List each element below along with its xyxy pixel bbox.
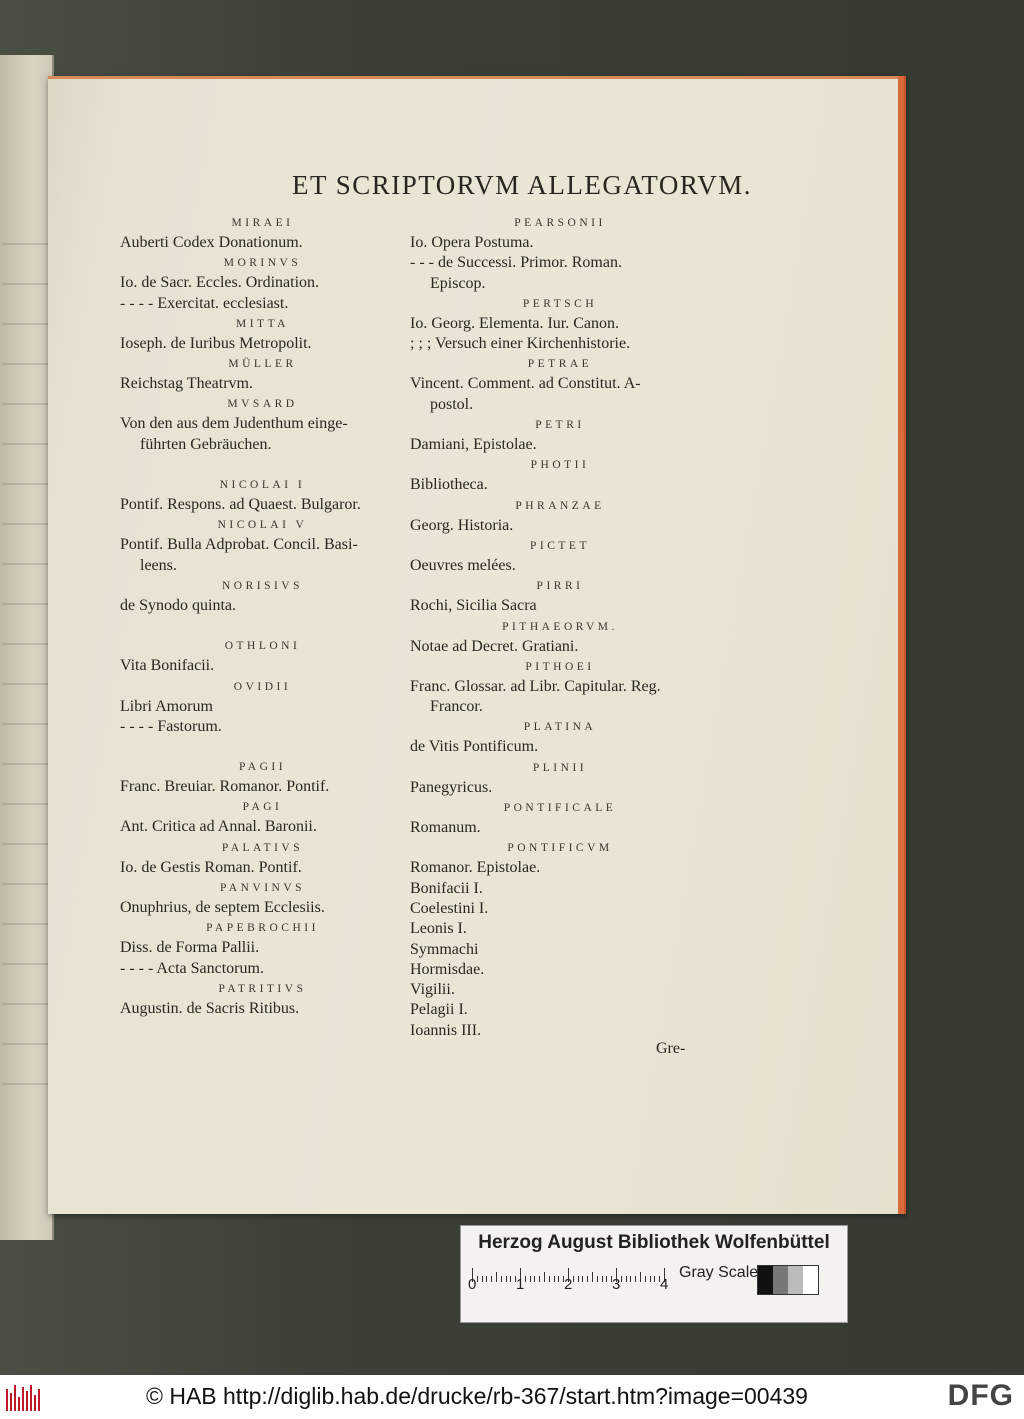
ruler-tick xyxy=(635,1276,636,1282)
author-heading: NICOLAI V xyxy=(217,519,308,532)
ruler-tick xyxy=(510,1276,511,1282)
author-heading: PETRI xyxy=(535,419,585,432)
work-entry: ; ; ; Versuch einer Kirchenhistorie. xyxy=(410,335,631,353)
work-entry: Panegyricus. xyxy=(410,778,493,796)
work-entry: Libri Amorum xyxy=(120,697,213,715)
work-entry: Leonis I. xyxy=(410,920,467,938)
author-heading: PLATINA xyxy=(523,721,597,734)
author-heading: PAPEBROCHII xyxy=(206,922,319,935)
work-entry: Io. de Gestis Roman. Pontif. xyxy=(120,858,302,876)
ruler-tick xyxy=(587,1276,588,1282)
ruler-tick xyxy=(606,1276,607,1282)
work-entry: - - - - Exercitat. ecclesiast. xyxy=(120,294,289,312)
ruler-tick xyxy=(544,1272,545,1282)
work-entry: Onuphrius, de septem Ecclesiis. xyxy=(120,899,325,917)
spacer xyxy=(120,737,405,757)
ruler-number: 1 xyxy=(516,1276,525,1293)
dfg-logo: DFG xyxy=(947,1379,1014,1412)
work-entry: Notae ad Decret. Gratiani. xyxy=(410,637,579,655)
left-column xyxy=(120,213,405,1019)
ruler-tick xyxy=(630,1276,631,1282)
author-heading: NICOLAI I xyxy=(219,479,306,492)
gray-swatch xyxy=(788,1266,803,1294)
work-entry: Auberti Codex Donationum. xyxy=(120,234,303,251)
author-heading: PITHOEI xyxy=(525,660,595,673)
gray-scale-swatch xyxy=(757,1265,819,1295)
author-heading: PHOTII xyxy=(530,459,590,472)
work-entry: de Synodo quinta. xyxy=(120,596,236,614)
ruler-tick xyxy=(534,1276,535,1282)
ruler-number: 2 xyxy=(564,1276,573,1293)
ruler-tick xyxy=(530,1276,531,1282)
ruler-tick xyxy=(491,1276,492,1282)
ruler-tick xyxy=(578,1276,579,1282)
previous-page-edge xyxy=(0,55,54,1240)
gray-scale-label: Gray Scale xyxy=(679,1264,759,1281)
work-entry: Episcop. xyxy=(430,274,486,292)
library-name: Herzog August Bibliothek Wolfenbüttel xyxy=(478,1232,830,1253)
work-entry: postol. xyxy=(430,395,474,413)
ruler-tick xyxy=(582,1276,583,1282)
author-heading: MÜLLER xyxy=(228,358,297,371)
ruler-tick xyxy=(558,1276,559,1282)
scale-ruler xyxy=(468,1262,668,1294)
author-heading: PERTSCH xyxy=(522,297,598,310)
work-entry: Pelagii I. xyxy=(410,1001,468,1019)
ruler-tick xyxy=(482,1276,483,1282)
work-entry: Pontif. Bulla Adprobat. Concil. Basi- xyxy=(120,536,358,554)
work-entry: Ant. Critica ad Annal. Baronii. xyxy=(120,818,317,836)
author-heading: PONTIFICALE xyxy=(503,802,617,815)
work-entry: Franc. Glossar. ad Libr. Capitular. Reg. xyxy=(410,677,661,695)
work-entry: Ioannis III. xyxy=(410,1021,482,1039)
work-entry: Augustin. de Sacris Ritibus. xyxy=(120,999,300,1017)
ruler-tick xyxy=(539,1276,540,1282)
work-entry: Romanor. Epistolae. xyxy=(410,859,541,877)
author-heading: PATRITIVS xyxy=(218,982,307,995)
work-entry: Romanum. xyxy=(410,819,481,837)
work-entry: Georg. Historia. xyxy=(410,516,514,534)
copyright-url[interactable]: © HAB http://diglib.hab.de/drucke/rb-367/start.htm?image=00439 xyxy=(146,1383,808,1409)
work-entry: Io. Georg. Elementa. Iur. Canon. xyxy=(410,314,619,332)
author-heading: MVSARD xyxy=(227,398,298,411)
work-entry: Symmachi xyxy=(410,940,479,958)
work-entry: Oeuvres melées. xyxy=(410,556,516,574)
author-heading: OTHLONI xyxy=(224,640,301,653)
ruler-tick xyxy=(506,1276,507,1282)
ruler-tick xyxy=(621,1276,622,1282)
work-entry: Bonifacii I. xyxy=(410,879,483,897)
work-entry: Von den aus dem Judenthum einge- xyxy=(120,415,348,433)
author-heading: PITHAEORVM. xyxy=(502,620,618,633)
ruler-tick xyxy=(640,1272,641,1282)
ruler-tick xyxy=(602,1276,603,1282)
ruler-tick xyxy=(597,1276,598,1282)
ruler-tick xyxy=(626,1276,627,1282)
ruler-number: 4 xyxy=(660,1276,669,1293)
ruler-number: 0 xyxy=(468,1276,477,1293)
work-entry: Francor. xyxy=(430,698,483,716)
work-entry: Franc. Breuiar. Romanor. Pontif. xyxy=(120,778,330,796)
author-heading: MITTA xyxy=(236,317,289,330)
author-heading: PHRANZAE xyxy=(515,499,605,512)
work-entry: - - - - Fastorum. xyxy=(120,717,222,735)
author-heading: PALATIVS xyxy=(221,841,304,854)
work-entry: Diss. de Forma Pallii. xyxy=(120,939,260,957)
work-entry: Rochi, Sicilia Sacra xyxy=(410,597,537,615)
author-heading: OVIDII xyxy=(233,680,292,693)
work-entry: de Vitis Pontificum. xyxy=(410,738,539,756)
catchword: Gre- xyxy=(656,1040,686,1057)
author-heading: PONTIFICVM xyxy=(507,842,613,855)
gray-swatch xyxy=(773,1266,788,1294)
footer-bar xyxy=(0,1375,1024,1419)
barcode-icon xyxy=(6,1385,46,1411)
ruler-tick xyxy=(486,1276,487,1282)
work-entry: - - - de Successi. Primor. Roman. xyxy=(410,254,622,272)
work-entry: Reichstag Theatrvm. xyxy=(120,375,253,393)
ruler-tick xyxy=(554,1276,555,1282)
right-column xyxy=(410,213,710,1041)
ruler-tick xyxy=(654,1276,655,1282)
spacer xyxy=(120,616,405,636)
author-heading: PETRAE xyxy=(527,358,593,371)
work-entry: Damiani, Epistolae. xyxy=(410,436,537,454)
author-heading: PLINII xyxy=(532,761,588,774)
work-entry: Pontif. Respons. ad Quaest. Bulgaror. xyxy=(120,496,361,514)
ruler-tick xyxy=(496,1272,497,1282)
gray-swatch xyxy=(803,1266,818,1294)
author-heading: MORINVS xyxy=(223,257,302,270)
work-entry: Ioseph. de Iuribus Metropolit. xyxy=(120,334,312,352)
work-entry: Hormisdae. xyxy=(410,960,485,978)
work-entry: Io. de Sacr. Eccles. Ordination. xyxy=(120,274,320,292)
work-entry: Coelestini I. xyxy=(410,899,489,917)
author-heading: MIRAEI xyxy=(231,217,294,229)
ruler-tick xyxy=(592,1272,593,1282)
ruler-tick xyxy=(549,1276,550,1282)
work-entry: Vincent. Comment. ad Constitut. A- xyxy=(410,375,641,393)
ruler-tick xyxy=(573,1276,574,1282)
author-heading: PIRRI xyxy=(536,580,584,593)
work-entry: Vita Bonifacii. xyxy=(120,657,215,675)
ruler-tick xyxy=(477,1276,478,1282)
author-heading: PAGII xyxy=(238,761,287,774)
ruler-tick xyxy=(525,1276,526,1282)
work-entry: Vigilii. xyxy=(410,981,455,999)
work-entry: Io. Opera Postuma. xyxy=(410,234,534,251)
ruler-number: 3 xyxy=(612,1276,621,1293)
work-entry: Bibliotheca. xyxy=(410,476,488,494)
ruler-tick xyxy=(645,1276,646,1282)
work-entry: leens. xyxy=(140,556,177,574)
author-heading: NORISIVS xyxy=(221,579,304,592)
work-entry: führten Gebräuchen. xyxy=(140,435,272,453)
work-entry: - - - - Acta Sanctorum. xyxy=(120,959,264,977)
author-heading: PAGI xyxy=(242,801,283,814)
author-heading: PEARSONII xyxy=(514,217,606,229)
ruler-tick xyxy=(650,1276,651,1282)
author-heading: PICTET xyxy=(530,539,590,552)
page-title: ET SCRIPTORVM ALLEGATORVM. xyxy=(292,170,752,200)
author-heading: PANVINVS xyxy=(219,882,306,895)
spacer xyxy=(120,455,405,475)
gray-swatch xyxy=(758,1266,773,1294)
ruler-tick xyxy=(501,1276,502,1282)
